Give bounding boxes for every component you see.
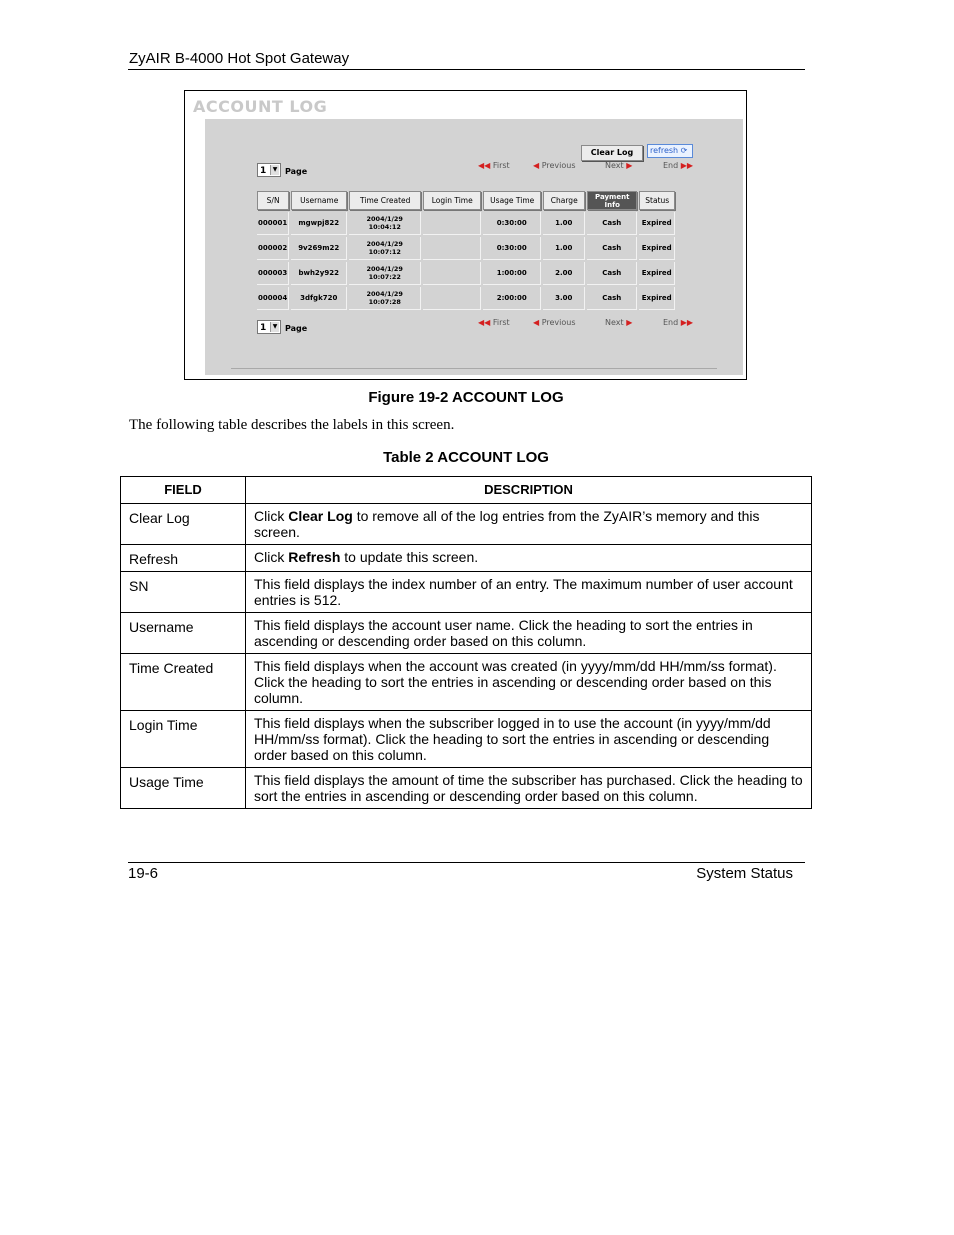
payment-cell: Cash bbox=[587, 287, 637, 310]
table-row bbox=[257, 212, 675, 235]
created-date: 2004/1/29 bbox=[366, 290, 403, 298]
screen-title: ACCOUNT LOG bbox=[193, 97, 328, 116]
sn-cell: 000002 bbox=[257, 237, 289, 260]
created-time: 10:07:12 bbox=[368, 248, 401, 256]
payment-cell: Cash bbox=[587, 262, 637, 285]
table-row bbox=[121, 545, 812, 572]
clear-log-button[interactable]: Clear Log bbox=[581, 145, 643, 161]
first-label: First bbox=[492, 161, 510, 170]
payment-cell: Cash bbox=[587, 237, 637, 260]
usage-time-cell: 2:00:00 bbox=[483, 287, 541, 310]
sn-cell: 000003 bbox=[257, 262, 289, 285]
end-label: End bbox=[663, 161, 679, 170]
account-log-screenshot bbox=[184, 90, 747, 380]
page-footer bbox=[128, 862, 805, 885]
column-time-created[interactable]: Time Created bbox=[349, 191, 421, 210]
status-cell: Expired bbox=[639, 287, 675, 310]
field-name: SN bbox=[121, 572, 246, 613]
column-username[interactable]: Username bbox=[291, 191, 347, 210]
field-description: This field displays when the subscriber logged in to use the account (in yyyy/mm/dd HH/mm/ss format). Click the heading to sort the entries in ascending or descending order based on this column. bbox=[246, 711, 812, 768]
end-link[interactable] bbox=[663, 318, 693, 327]
refresh-label: refresh bbox=[650, 146, 679, 155]
field-description: This field displays when the account was created (in yyyy/mm/dd HH/mm/ss format). Click the heading to sort the entries in ascending or descending order based on this column. bbox=[246, 654, 812, 711]
table-row bbox=[121, 572, 812, 613]
field-description: This field displays the account user name. Click the heading to sort the entries in ascending or descending order based on this column. bbox=[246, 613, 812, 654]
panel-divider bbox=[231, 368, 717, 369]
field-description bbox=[246, 504, 812, 545]
created-time: 10:07:28 bbox=[368, 298, 401, 306]
created-time: 10:04:12 bbox=[368, 223, 401, 231]
first-icon: ◀◀ bbox=[478, 318, 491, 327]
end-icon: ▶▶ bbox=[680, 318, 694, 327]
first-link[interactable] bbox=[478, 318, 510, 327]
bottom-pager bbox=[257, 320, 697, 336]
field-name: Clear Log bbox=[121, 504, 246, 545]
end-link[interactable] bbox=[663, 161, 693, 170]
first-icon: ◀◀ bbox=[478, 161, 491, 170]
field-header: FIELD bbox=[121, 477, 246, 504]
created-date: 2004/1/29 bbox=[366, 240, 403, 248]
charge-cell: 3.00 bbox=[543, 287, 585, 310]
field-description bbox=[246, 545, 812, 572]
table-row bbox=[121, 504, 812, 545]
username-cell: 3dfgk720 bbox=[291, 287, 347, 310]
description-keyword: Refresh bbox=[288, 549, 341, 565]
payment-cell: Cash bbox=[587, 212, 637, 235]
created-date: 2004/1/29 bbox=[366, 265, 403, 273]
table-row bbox=[257, 237, 675, 260]
document-title: ZyAIR B-4000 Hot Spot Gateway bbox=[129, 50, 350, 67]
previous-link[interactable] bbox=[533, 318, 576, 327]
login-time-cell bbox=[423, 212, 481, 235]
page-select[interactable] bbox=[257, 320, 281, 334]
username-cell: mgwpj822 bbox=[291, 212, 347, 235]
status-cell: Expired bbox=[639, 237, 675, 260]
refresh-button[interactable] bbox=[647, 144, 693, 158]
status-cell: Expired bbox=[639, 262, 675, 285]
usage-time-cell: 0:30:00 bbox=[483, 237, 541, 260]
description-keyword: Clear Log bbox=[288, 508, 353, 524]
table-row bbox=[121, 654, 812, 711]
column-status[interactable]: Status bbox=[639, 191, 675, 210]
column-charge[interactable]: Charge bbox=[543, 191, 585, 210]
figure-caption: Figure 19-2 ACCOUNT LOG bbox=[368, 389, 564, 406]
table-caption: Table 2 ACCOUNT LOG bbox=[383, 449, 549, 466]
account-log-table bbox=[255, 189, 677, 312]
table-header-row bbox=[257, 191, 675, 210]
description-table bbox=[120, 476, 812, 809]
charge-cell: 1.00 bbox=[543, 212, 585, 235]
next-label: Next bbox=[605, 161, 624, 170]
column-usage-time[interactable]: Usage Time bbox=[483, 191, 541, 210]
top-pager bbox=[257, 163, 697, 179]
login-time-cell bbox=[423, 237, 481, 260]
login-time-cell bbox=[423, 287, 481, 310]
field-name: Username bbox=[121, 613, 246, 654]
usage-time-cell: 1:00:00 bbox=[483, 262, 541, 285]
table-row bbox=[257, 287, 675, 310]
description-text: to update this screen. bbox=[340, 549, 479, 565]
description-header: DESCRIPTION bbox=[246, 477, 812, 504]
field-name: Time Created bbox=[121, 654, 246, 711]
page-select[interactable] bbox=[257, 163, 281, 177]
login-time-cell bbox=[423, 262, 481, 285]
table-row bbox=[257, 262, 675, 285]
previous-icon: ◀ bbox=[533, 318, 540, 327]
previous-icon: ◀ bbox=[533, 161, 540, 170]
field-name: Refresh bbox=[121, 545, 246, 572]
previous-link[interactable] bbox=[533, 161, 576, 170]
next-icon: ▶ bbox=[626, 161, 633, 170]
username-cell: 9v269m22 bbox=[291, 237, 347, 260]
description-text: to remove all of the log entries from the ZyAIR’s memory and this screen. bbox=[254, 508, 760, 540]
time-created-cell bbox=[349, 262, 421, 285]
time-created-cell bbox=[349, 287, 421, 310]
time-created-cell bbox=[349, 237, 421, 260]
page-number: 19-6 bbox=[128, 865, 159, 882]
table-row bbox=[121, 613, 812, 654]
previous-label: Previous bbox=[541, 161, 576, 170]
charge-cell: 1.00 bbox=[543, 237, 585, 260]
column-payment-info: Payment Info bbox=[587, 191, 637, 210]
column-login-time[interactable]: Login Time bbox=[423, 191, 481, 210]
field-name: Usage Time bbox=[121, 768, 246, 809]
column-sn[interactable]: S/N bbox=[257, 191, 289, 210]
first-link[interactable] bbox=[478, 161, 510, 170]
sn-cell: 000004 bbox=[257, 287, 289, 310]
description-text: Click bbox=[254, 549, 289, 565]
account-log-panel bbox=[205, 119, 743, 375]
table-row bbox=[121, 768, 812, 809]
field-description: This field displays the amount of time the subscriber has purchased. Click the heading to sort the entries in ascending or descending order based on this column. bbox=[246, 768, 812, 809]
chevron-down-icon: ▼ bbox=[270, 322, 279, 332]
first-label: First bbox=[492, 318, 510, 327]
status-cell: Expired bbox=[639, 212, 675, 235]
intro-text: The following table describes the labels in this screen. bbox=[129, 417, 455, 433]
usage-time-cell: 0:30:00 bbox=[483, 212, 541, 235]
created-date: 2004/1/29 bbox=[366, 215, 403, 223]
description-text: Click bbox=[254, 508, 289, 524]
section-name: System Status bbox=[696, 865, 793, 882]
charge-cell: 2.00 bbox=[543, 262, 585, 285]
description-header-row bbox=[121, 477, 812, 504]
next-link[interactable] bbox=[605, 161, 632, 170]
next-icon: ▶ bbox=[626, 318, 633, 327]
page-select-value: 1 bbox=[260, 166, 267, 176]
next-label: Next bbox=[605, 318, 624, 327]
field-name: Login Time bbox=[121, 711, 246, 768]
end-icon: ▶▶ bbox=[680, 161, 694, 170]
next-link[interactable] bbox=[605, 318, 632, 327]
end-label: End bbox=[663, 318, 679, 327]
page-header bbox=[128, 49, 805, 70]
page-select-value: 1 bbox=[260, 323, 267, 333]
chevron-down-icon: ▼ bbox=[270, 165, 279, 175]
page-label: Page bbox=[285, 324, 308, 333]
username-cell: bwh2y922 bbox=[291, 262, 347, 285]
sn-cell: 000001 bbox=[257, 212, 289, 235]
refresh-icon: ⟳ bbox=[680, 146, 688, 155]
page-label: Page bbox=[285, 167, 308, 176]
table-row bbox=[121, 711, 812, 768]
time-created-cell bbox=[349, 212, 421, 235]
field-description: This field displays the index number of an entry. The maximum number of user account entries is 512. bbox=[246, 572, 812, 613]
created-time: 10:07:22 bbox=[368, 273, 401, 281]
previous-label: Previous bbox=[541, 318, 576, 327]
